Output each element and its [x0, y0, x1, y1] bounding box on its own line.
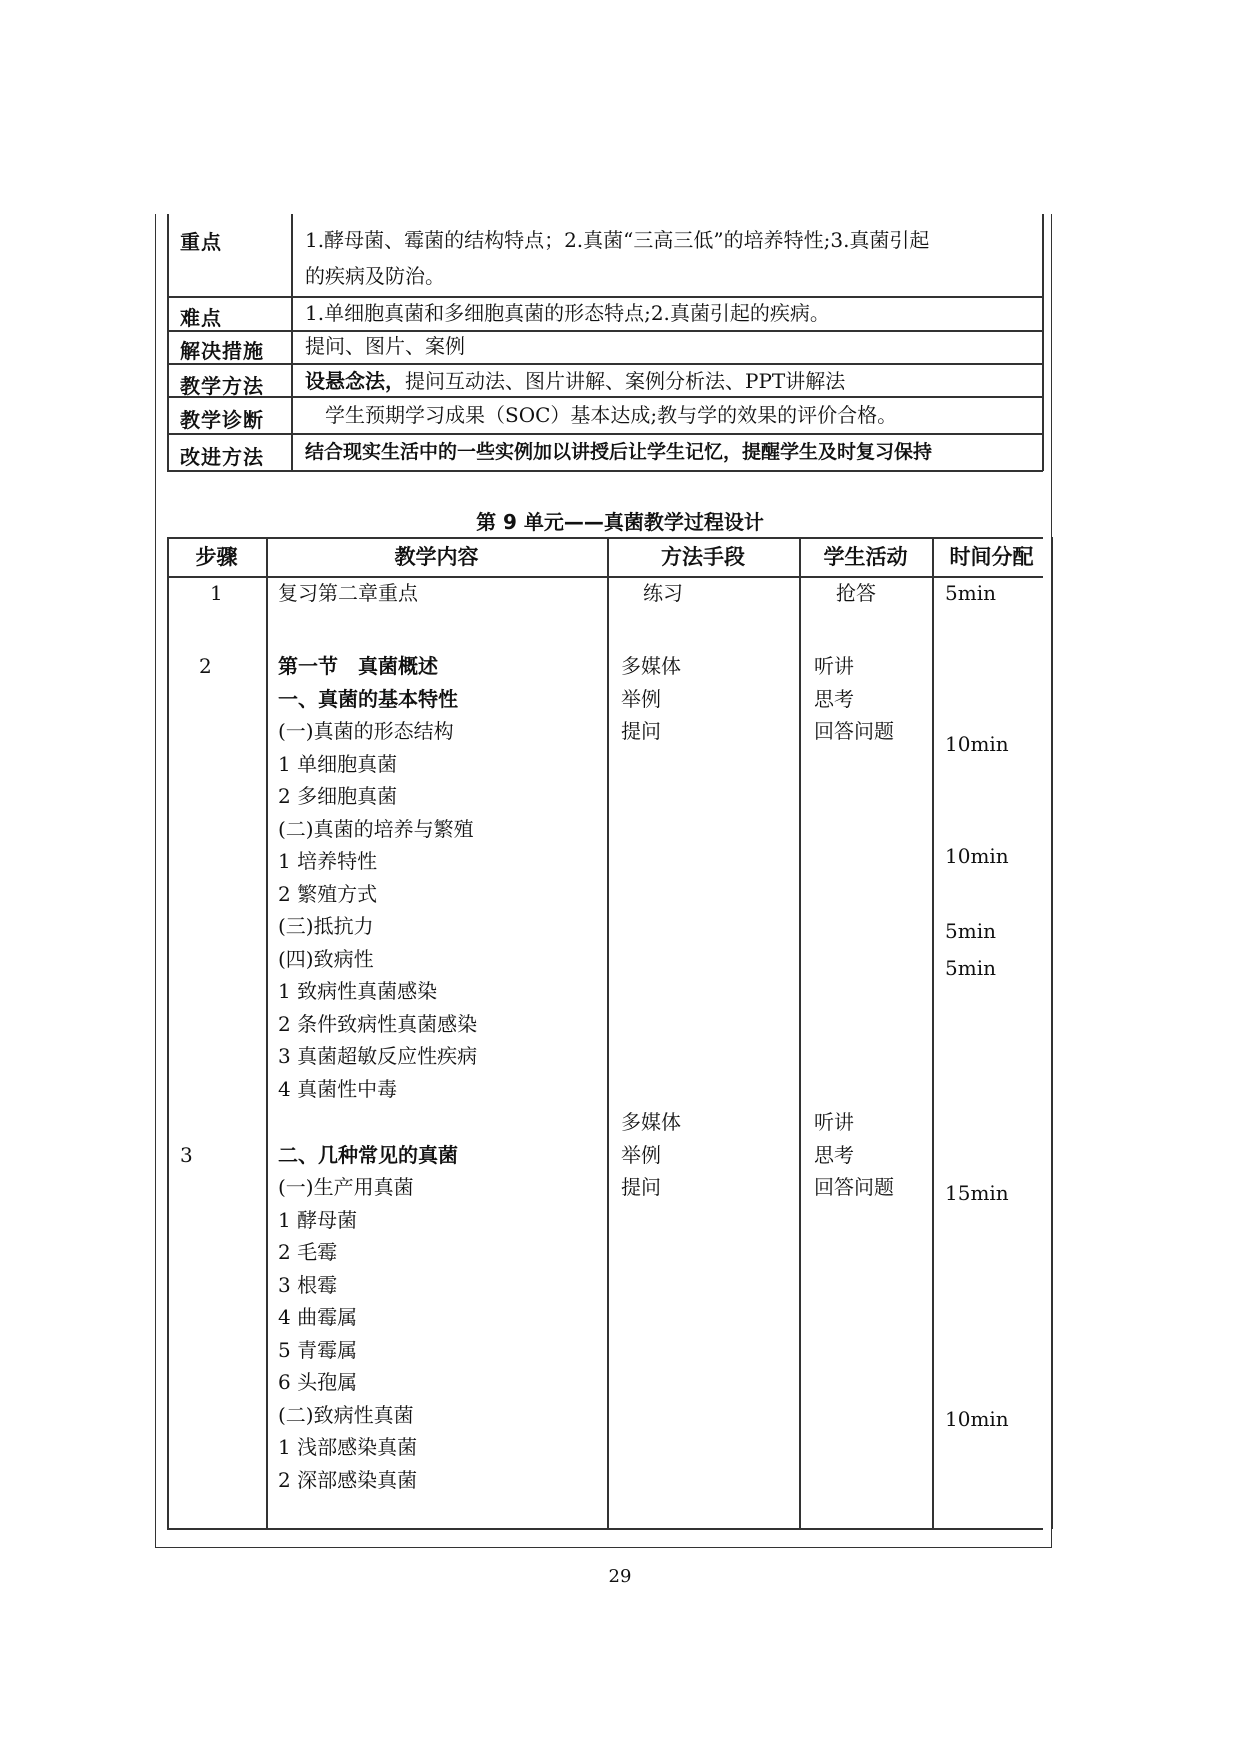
method-cell: 练习	[643, 581, 683, 605]
content-line: 3 真菌超敏反应性疾病	[278, 1044, 478, 1068]
row-label-key-points: 重点	[180, 230, 222, 254]
content-line: 2 繁殖方式	[278, 882, 378, 906]
header-activity: 学生活动	[823, 545, 908, 569]
header-method: 方法手段	[661, 545, 745, 569]
activity-cell: 思考	[814, 687, 854, 711]
improvement-text: 结合现实生活中的一些实例加以讲授后让学生记忆，提醒学生及时复习保持	[305, 441, 933, 463]
activity-cell: 回答问题	[814, 1175, 894, 1199]
content-line: 4 真菌性中毒	[278, 1077, 398, 1101]
row-label-solutions: 解决措施	[180, 339, 264, 363]
section-title: 第 9 单元——真菌教学过程设计	[476, 510, 764, 534]
content-line: 复习第二章重点	[278, 581, 418, 605]
difficulties-text: 1.单细胞真菌和多细胞真菌的形态特点;2.真菌引起的疾病。	[305, 301, 830, 325]
content-line: (四)致病性	[278, 947, 374, 971]
content-line: 2 多细胞真菌	[278, 784, 398, 808]
activity-cell: 思考	[814, 1143, 854, 1167]
method-cell: 提问	[621, 719, 661, 743]
time-cell: 10min	[945, 732, 1009, 756]
content-line: 1 酵母菌	[278, 1208, 358, 1232]
content-heading: 第一节 真菌概述	[278, 654, 438, 678]
activity-cell: 回答问题	[814, 719, 894, 743]
solutions-text: 提问、图片、案例	[305, 334, 465, 358]
row-label-diagnosis: 教学诊断	[180, 408, 264, 432]
content-line: 1 单细胞真菌	[278, 752, 398, 776]
content-line: 2 毛霉	[278, 1240, 338, 1264]
teaching-methods-bold-part: 设悬念法，	[305, 369, 405, 393]
key-points-line-2: 的疾病及防治。	[305, 264, 445, 288]
activity-cell: 听讲	[814, 654, 854, 678]
time-cell: 5min	[945, 956, 996, 980]
content-line: (一)真菌的形态结构	[278, 719, 454, 743]
time-cell: 15min	[945, 1181, 1009, 1205]
key-points-line-1: 1.酵母菌、霉菌的结构特点；2.真菌“三高三低”的培养特性;3.真菌引起	[305, 228, 930, 252]
content-line: (一)生产用真菌	[278, 1175, 414, 1199]
method-cell: 举例	[621, 1143, 661, 1167]
header-time: 时间分配	[949, 545, 1034, 569]
time-cell: 10min	[945, 1407, 1009, 1431]
teaching-methods-rest: 提问互动法、图片讲解、案例分析法、PPT讲解法	[405, 369, 846, 393]
content-line: (三)抵抗力	[278, 914, 374, 938]
content-line: 1 致病性真菌感染	[278, 979, 438, 1003]
content-line: 1 浅部感染真菌	[278, 1435, 418, 1459]
row-label-teaching-methods: 教学方法	[180, 374, 264, 398]
method-cell: 提问	[621, 1175, 661, 1199]
content-line: (二)真菌的培养与繁殖	[278, 817, 474, 841]
step-number: 3	[180, 1143, 193, 1167]
step-number: 2	[199, 654, 212, 678]
content-line: 6 头孢属	[278, 1370, 358, 1394]
time-cell: 5min	[945, 581, 996, 605]
method-cell: 举例	[621, 687, 661, 711]
content-line: (二)致病性真菌	[278, 1403, 414, 1427]
row-label-difficulties: 难点	[180, 306, 222, 330]
content-line: 2 深部感染真菌	[278, 1468, 418, 1492]
page-number: 29	[608, 1566, 632, 1587]
content-line: 2 条件致病性真菌感染	[278, 1012, 478, 1036]
activity-cell: 抢答	[836, 581, 876, 605]
time-cell: 5min	[945, 919, 996, 943]
activity-cell: 听讲	[814, 1110, 854, 1134]
diagnosis-text: 学生预期学习成果（SOC）基本达成;教与学的效果的评价合格。	[325, 403, 898, 427]
content-line: 1 培养特性	[278, 849, 378, 873]
method-cell: 多媒体	[621, 654, 681, 678]
step-number: 1	[210, 581, 223, 605]
header-content: 教学内容	[394, 545, 479, 569]
row-label-improvement: 改进方法	[180, 445, 264, 469]
teaching-methods-text	[305, 365, 845, 398]
content-line: 3 根霉	[278, 1273, 338, 1297]
content-heading: 二、几种常见的真菌	[278, 1143, 458, 1167]
content-line: 5 青霉属	[278, 1338, 358, 1362]
header-step: 步骤	[195, 545, 238, 569]
content-heading: 一、真菌的基本特性	[278, 687, 458, 711]
time-cell: 10min	[945, 844, 1009, 868]
method-cell: 多媒体	[621, 1110, 681, 1134]
content-line: 4 曲霉属	[278, 1305, 358, 1329]
